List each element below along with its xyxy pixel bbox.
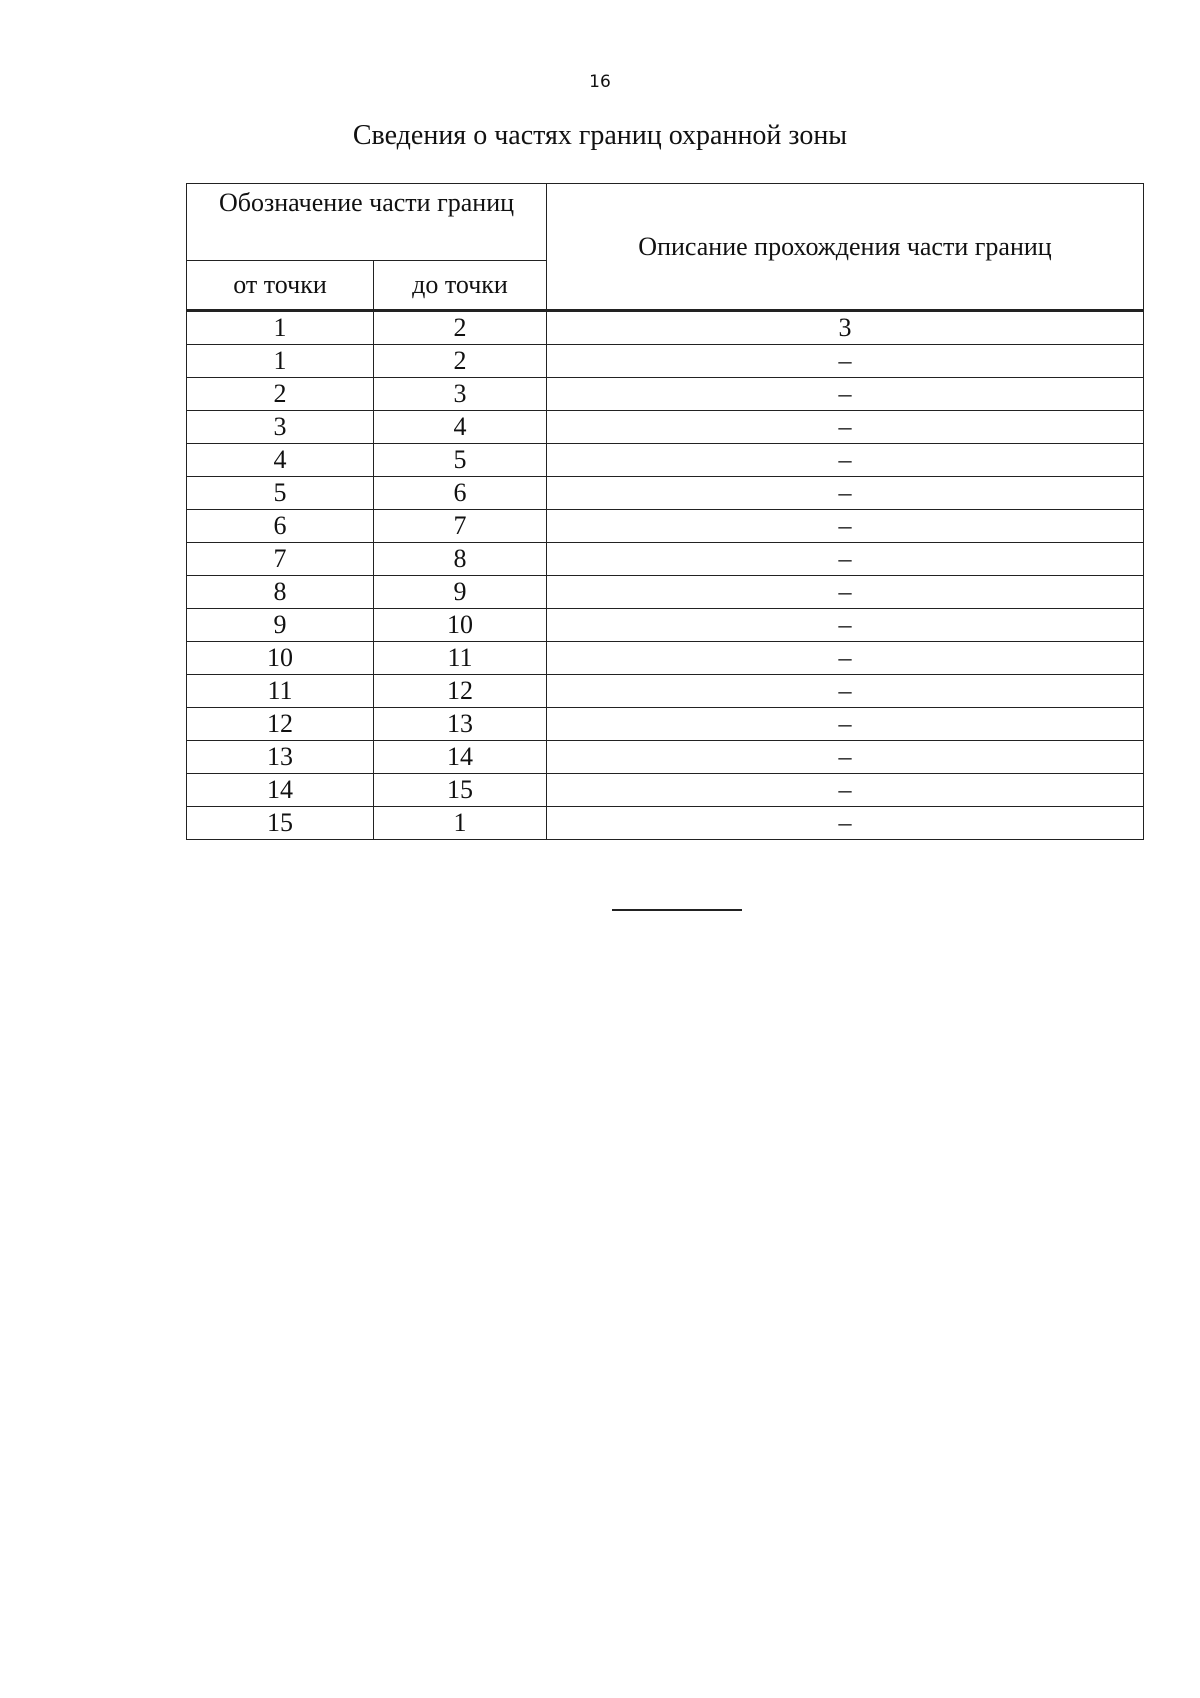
from-point-cell: 10 [187, 642, 374, 675]
from-point-cell: 15 [187, 807, 374, 840]
from-point-cell: 2 [187, 378, 374, 411]
column-number-cell: 1 [187, 311, 374, 345]
to-point-cell: 12 [374, 675, 547, 708]
table-row [187, 510, 1144, 543]
to-point-cell: 9 [374, 576, 547, 609]
description-cell: – [547, 774, 1144, 807]
to-point-cell: 10 [374, 609, 547, 642]
to-point-cell: 7 [374, 510, 547, 543]
description-cell: – [547, 477, 1144, 510]
table-body [187, 311, 1144, 840]
table-row [187, 708, 1144, 741]
page-number: 16 [589, 72, 611, 92]
column-number-row [187, 311, 1144, 345]
header-from-point: от точки [187, 261, 374, 311]
description-cell: – [547, 378, 1144, 411]
from-point-cell: 4 [187, 444, 374, 477]
from-point-cell: 1 [187, 345, 374, 378]
table-row [187, 477, 1144, 510]
from-point-cell: 11 [187, 675, 374, 708]
header-row-top [187, 184, 1144, 261]
table-row [187, 741, 1144, 774]
table-row [187, 807, 1144, 840]
from-point-cell: 5 [187, 477, 374, 510]
header-boundary-designation: Обозначение части границ [187, 184, 547, 261]
to-point-cell: 4 [374, 411, 547, 444]
end-of-document-line [612, 909, 742, 911]
description-cell: – [547, 510, 1144, 543]
document-title: Сведения о частях границ охранной зоны [352, 120, 848, 151]
description-cell: – [547, 708, 1144, 741]
table-row [187, 675, 1144, 708]
table-row [187, 444, 1144, 477]
from-point-cell: 3 [187, 411, 374, 444]
description-cell: – [547, 675, 1144, 708]
table-row [187, 411, 1144, 444]
from-point-cell: 8 [187, 576, 374, 609]
to-point-cell: 5 [374, 444, 547, 477]
from-point-cell: 9 [187, 609, 374, 642]
column-number-cell: 2 [374, 311, 547, 345]
to-point-cell: 14 [374, 741, 547, 774]
table-row [187, 543, 1144, 576]
from-point-cell: 7 [187, 543, 374, 576]
description-cell: – [547, 642, 1144, 675]
to-point-cell: 3 [374, 378, 547, 411]
to-point-cell: 11 [374, 642, 547, 675]
description-cell: – [547, 345, 1144, 378]
description-cell: – [547, 609, 1144, 642]
column-number-cell: 3 [547, 311, 1144, 345]
description-cell: – [547, 543, 1144, 576]
from-point-cell: 14 [187, 774, 374, 807]
to-point-cell: 2 [374, 345, 547, 378]
from-point-cell: 6 [187, 510, 374, 543]
description-cell: – [547, 576, 1144, 609]
boundary-parts-table [186, 183, 1144, 840]
to-point-cell: 13 [374, 708, 547, 741]
table-row [187, 774, 1144, 807]
description-cell: – [547, 444, 1144, 477]
table-row [187, 378, 1144, 411]
table-row [187, 345, 1144, 378]
to-point-cell: 6 [374, 477, 547, 510]
table-row [187, 576, 1144, 609]
description-cell: – [547, 411, 1144, 444]
description-cell: – [547, 741, 1144, 774]
table-row [187, 642, 1144, 675]
to-point-cell: 1 [374, 807, 547, 840]
from-point-cell: 13 [187, 741, 374, 774]
to-point-cell: 15 [374, 774, 547, 807]
header-to-point: до точки [374, 261, 547, 311]
from-point-cell: 12 [187, 708, 374, 741]
to-point-cell: 8 [374, 543, 547, 576]
table-row [187, 609, 1144, 642]
header-description: Описание прохождения части границ [547, 184, 1144, 311]
description-cell: – [547, 807, 1144, 840]
